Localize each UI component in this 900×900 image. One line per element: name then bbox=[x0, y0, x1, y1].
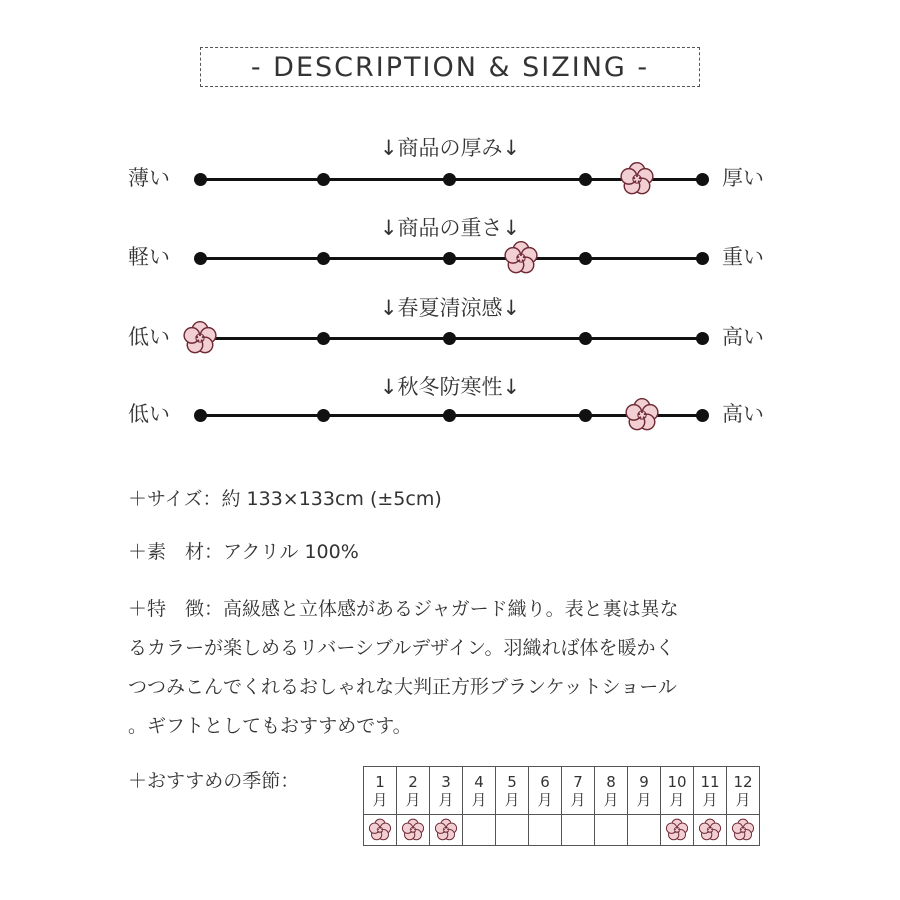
month-number: 10 bbox=[667, 772, 687, 791]
plum-flower-icon bbox=[665, 818, 689, 842]
month-number: 7 bbox=[573, 772, 583, 791]
scale-tick-dot bbox=[443, 252, 456, 265]
scale-title: ↓春夏清涼感↓ bbox=[379, 296, 521, 320]
month-unit: 月 bbox=[504, 790, 520, 809]
month-number: 5 bbox=[507, 772, 517, 791]
plum-flower-icon bbox=[619, 161, 655, 197]
season-table bbox=[363, 766, 760, 846]
scale-tick-dot bbox=[194, 409, 207, 422]
month-mark-cell bbox=[595, 815, 628, 846]
month-mark-cell bbox=[727, 815, 760, 846]
month-number: 3 bbox=[441, 772, 451, 791]
feature-line: るカラーが楽しめるリバーシブルデザイン。羽織れば体を暖かく bbox=[128, 637, 675, 659]
month-number: 8 bbox=[606, 772, 616, 791]
scale-title: ↓商品の厚み↓ bbox=[379, 136, 521, 160]
month-mark-cell bbox=[397, 815, 430, 846]
feature-line: ＋特 徴：高級感と立体感があるジャガード織り。表と裏は異な bbox=[128, 598, 679, 620]
month-number: 11 bbox=[700, 772, 720, 791]
scale-tick-dot bbox=[317, 332, 330, 345]
plum-flower-icon bbox=[434, 818, 458, 842]
month-number: 9 bbox=[639, 772, 649, 791]
month-header-2 bbox=[397, 767, 430, 815]
month-number: 12 bbox=[733, 772, 753, 791]
month-number: 1 bbox=[375, 772, 385, 791]
month-header-12 bbox=[727, 767, 760, 815]
month-mark-cell bbox=[562, 815, 595, 846]
plum-flower-icon bbox=[731, 818, 755, 842]
month-header-9 bbox=[628, 767, 661, 815]
scale-tick-dot bbox=[579, 409, 592, 422]
scale-title: ↓秋冬防寒性↓ bbox=[379, 375, 521, 399]
month-mark-cell bbox=[463, 815, 496, 846]
month-number: 4 bbox=[474, 772, 484, 791]
size-info: ＋サイズ：約 133×133cm (±5cm) bbox=[128, 488, 442, 510]
scale-tick-dot bbox=[443, 409, 456, 422]
month-header-1 bbox=[364, 767, 397, 815]
month-mark-cell bbox=[496, 815, 529, 846]
scale-tick-dot bbox=[194, 252, 207, 265]
plum-flower-icon bbox=[624, 397, 660, 433]
scale-min-label: 薄い bbox=[128, 166, 170, 190]
scale-tick-dot bbox=[579, 252, 592, 265]
scale-max-label: 高い bbox=[722, 402, 764, 426]
section-title: - DESCRIPTION & SIZING - bbox=[200, 47, 700, 87]
scale-min-label: 低い bbox=[128, 402, 170, 426]
scale-max-label: 厚い bbox=[722, 166, 764, 190]
scale-min-label: 低い bbox=[128, 325, 170, 349]
month-header-10 bbox=[661, 767, 694, 815]
scale-tick-dot bbox=[194, 173, 207, 186]
month-unit: 月 bbox=[603, 790, 619, 809]
scale-tick-dot bbox=[443, 173, 456, 186]
scale-tick-dot bbox=[443, 332, 456, 345]
scale-tick-dot bbox=[696, 332, 709, 345]
month-mark-cell bbox=[364, 815, 397, 846]
scale-tick-dot bbox=[317, 173, 330, 186]
scale-tick-dot bbox=[696, 409, 709, 422]
month-unit: 月 bbox=[636, 790, 652, 809]
scale-max-label: 高い bbox=[722, 325, 764, 349]
feature-line: 。ギフトとしてもおすすめです。 bbox=[128, 715, 412, 737]
month-mark-cell bbox=[628, 815, 661, 846]
plum-flower-icon bbox=[368, 818, 392, 842]
month-unit: 月 bbox=[537, 790, 553, 809]
month-mark-cell bbox=[661, 815, 694, 846]
plum-flower-icon bbox=[401, 818, 425, 842]
month-header-7 bbox=[562, 767, 595, 815]
month-mark-cell bbox=[529, 815, 562, 846]
scale-min-label: 軽い bbox=[128, 245, 170, 269]
month-unit: 月 bbox=[669, 790, 685, 809]
plum-flower-icon bbox=[182, 320, 218, 356]
month-mark-cell bbox=[430, 815, 463, 846]
material-info: ＋素 材：アクリル 100% bbox=[128, 541, 359, 563]
month-unit: 月 bbox=[570, 790, 586, 809]
month-unit: 月 bbox=[735, 790, 751, 809]
month-unit: 月 bbox=[471, 790, 487, 809]
month-header-3 bbox=[430, 767, 463, 815]
month-header-6 bbox=[529, 767, 562, 815]
month-unit: 月 bbox=[405, 790, 421, 809]
scale-tick-dot bbox=[696, 173, 709, 186]
scale-max-label: 重い bbox=[722, 245, 764, 269]
plum-flower-icon bbox=[698, 818, 722, 842]
month-header-8 bbox=[595, 767, 628, 815]
month-unit: 月 bbox=[702, 790, 718, 809]
scale-tick-dot bbox=[696, 252, 709, 265]
feature-description bbox=[128, 590, 778, 746]
month-number: 6 bbox=[540, 772, 550, 791]
feature-line: つつみこんでくれるおしゃれな大判正方形ブランケットショール bbox=[128, 676, 677, 698]
scale-tick-dot bbox=[317, 409, 330, 422]
month-number: 2 bbox=[408, 772, 418, 791]
month-mark-cell bbox=[694, 815, 727, 846]
month-header-11 bbox=[694, 767, 727, 815]
month-unit: 月 bbox=[372, 790, 388, 809]
scale-tick-dot bbox=[317, 252, 330, 265]
month-unit: 月 bbox=[438, 790, 454, 809]
month-header-4 bbox=[463, 767, 496, 815]
season-label: ＋おすすめの季節： bbox=[128, 770, 300, 792]
month-header-5 bbox=[496, 767, 529, 815]
scale-title: ↓商品の重さ↓ bbox=[379, 216, 521, 240]
scale-tick-dot bbox=[579, 332, 592, 345]
plum-flower-icon bbox=[503, 240, 539, 276]
scale-tick-dot bbox=[579, 173, 592, 186]
